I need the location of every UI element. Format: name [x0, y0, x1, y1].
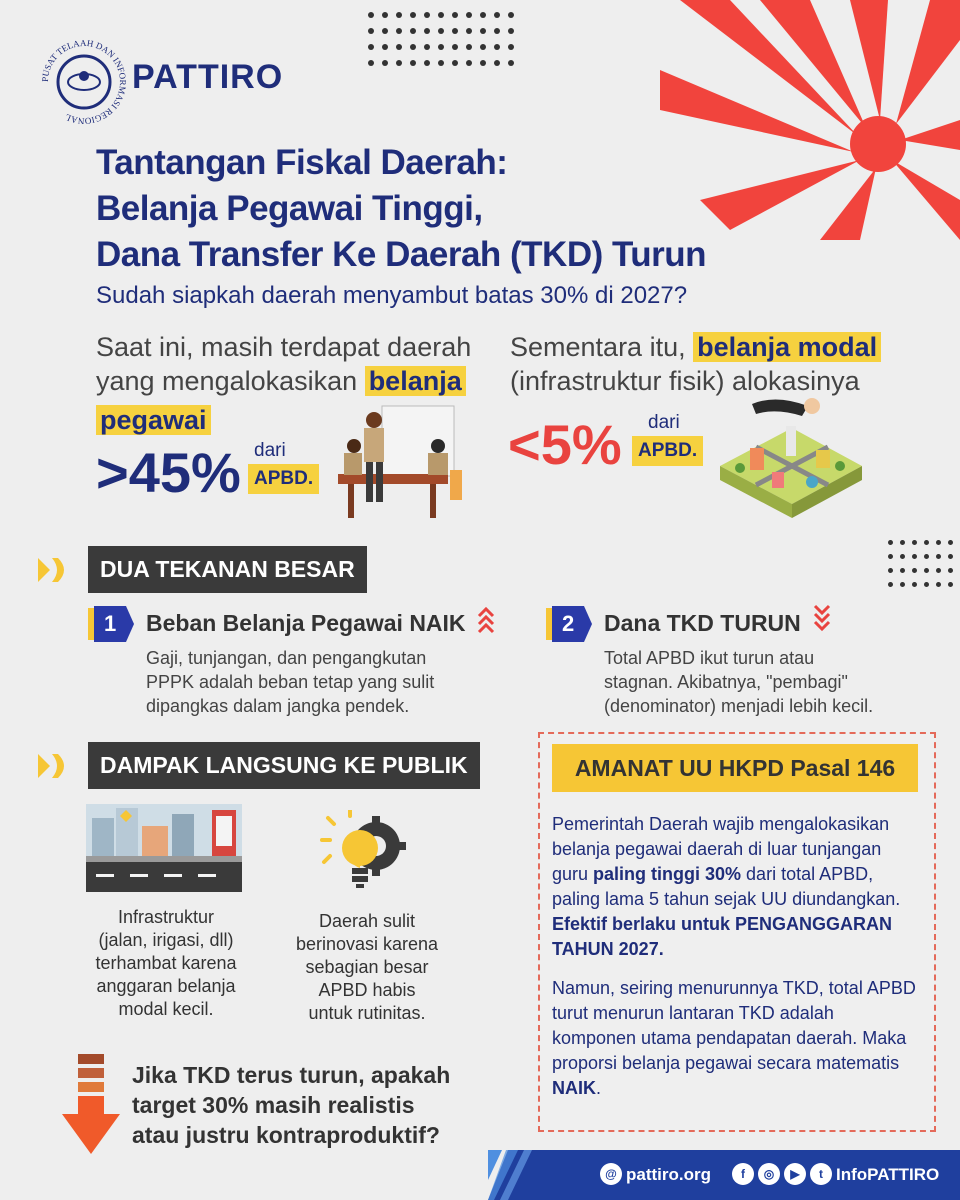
title-line-2: Belanja Pegawai Tinggi,: [96, 189, 483, 228]
right-stat-text-post: (infrastruktur fisik) alokasinya: [510, 366, 860, 396]
section-heading-dua-tekanan: DUA TEKANAN BESAR: [88, 546, 367, 593]
caption-inovasi: [282, 910, 452, 1025]
left-stat-dari: dari: [254, 440, 286, 461]
right-stat-dari: dari: [648, 412, 680, 433]
amanat-p1-a: Pemerintah Daerah wajib mengalokasikan belanja pegawai daerah di luar tunjangan guru: [552, 814, 890, 884]
item-1-description: [146, 646, 434, 718]
footer-website[interactable]: pattiro.org: [626, 1165, 711, 1184]
amanat-p1-b: paling tinggi 30%: [593, 864, 742, 884]
left-stat-highlight-1: belanja: [365, 366, 466, 396]
caption-line: terhambat karena: [95, 953, 237, 973]
item-1-desc-line: dipangkas dalam jangka pendek.: [146, 696, 410, 716]
chevrons-up-icon: [476, 604, 496, 636]
item-2-description: [604, 646, 873, 718]
right-stat-value: <5%: [508, 413, 622, 476]
left-stat-apbd: APBD.: [248, 464, 319, 494]
caption-line: Daerah sulit: [318, 911, 416, 931]
youtube-icon[interactable]: ▶: [784, 1163, 806, 1185]
chevrons-down-icon: [812, 602, 832, 634]
closing-question: [132, 1060, 492, 1150]
decor-dots-top: [368, 12, 514, 66]
item-2-title: Dana TKD TURUN: [604, 610, 801, 636]
pattiro-logo-emblem: [38, 36, 130, 128]
caption-line: Infrastruktur: [117, 907, 215, 927]
lightbulb-gear-icon: [320, 810, 408, 900]
left-stat-highlight-2: pegawai: [96, 405, 211, 435]
meeting-illustration: [334, 400, 464, 522]
caption-infrastruktur: [76, 906, 256, 1021]
globe-icon: @: [600, 1163, 622, 1185]
caption-line: APBD habis: [318, 980, 416, 1000]
item-1-desc-line: PPPK adalah beban tetap yang sulit: [146, 672, 435, 692]
question-line: target 30% masih realistis: [132, 1092, 415, 1118]
item-1-title: Beban Belanja Pegawai NAIK: [146, 610, 466, 636]
city-map-illustration: [716, 392, 866, 534]
caption-line: berinovasi karena: [295, 934, 439, 954]
item-2-desc-line: stagnan. Akibatnya, "pembagi": [604, 672, 848, 692]
svg-text:PUSAT TELAAH DAN INFORMASI REG: [40, 38, 128, 126]
section-arrow-icon: [38, 556, 72, 584]
amanat-box-text: [552, 812, 922, 1101]
caption-line: anggaran belanja: [96, 976, 236, 996]
caption-line: untuk rutinitas.: [308, 1003, 426, 1023]
item-2-desc-line: (denominator) menjadi lebih kecil.: [604, 696, 874, 716]
instagram-icon[interactable]: ◎: [758, 1163, 780, 1185]
page-title: [96, 140, 706, 278]
caption-line: modal kecil.: [118, 999, 214, 1019]
facebook-icon[interactable]: f: [732, 1163, 754, 1185]
amanat-p2-c: .: [596, 1078, 602, 1098]
amanat-paragraph-1: [552, 812, 922, 962]
amanat-p1-d: Efektif berlaku untuk PENGANGGARAN TAHUN 2027.: [552, 914, 893, 959]
title-line-3: Dana Transfer Ke Daerah (TKD) Turun: [96, 235, 707, 274]
number-badge-1-label: 1: [104, 611, 117, 636]
caption-line: sebagian besar: [305, 957, 429, 977]
question-line: Jika TKD terus turun, apakah: [132, 1062, 451, 1088]
right-stat-highlight: belanja modal: [693, 332, 881, 362]
footer-handle[interactable]: InfoPATTIRO: [836, 1165, 940, 1184]
twitter-icon[interactable]: t: [810, 1163, 832, 1185]
number-badge-2-label: 2: [562, 611, 575, 636]
left-stat-text-pre: Saat ini, masih terdapat daerah yang mengalokasikan: [96, 332, 472, 396]
brand-name: PATTIRO: [132, 58, 284, 96]
left-stat-value: >45%: [96, 441, 241, 504]
decor-dots-right: [888, 540, 953, 587]
amanat-paragraph-2: [552, 976, 922, 1101]
street-illustration: [86, 804, 242, 892]
down-arrow-icon: [62, 1054, 120, 1156]
right-stat-text: [510, 330, 930, 398]
title-line-1: Tantangan Fiskal Daerah:: [96, 143, 508, 182]
amanat-p2-a: Namun, seiring menurunnya TKD, total APBD turut menurun lantaran TKD adalah komponen utama pendapatan daerah. Maka proporsi belanja pegawai secara matematis: [552, 978, 916, 1073]
right-stat-apbd: APBD.: [632, 436, 703, 466]
logo-ring-text: PUSAT TELAAH DAN INFORMASI REGIONAL: [39, 37, 129, 127]
page-subtitle: Sudah siapkah daerah menyambut batas 30% di 2027?: [96, 282, 688, 309]
item-2-desc-line: Total APBD ikut turun atau: [604, 648, 815, 668]
right-stat-text-pre: Sementara itu,: [510, 332, 686, 362]
item-1-desc-line: Gaji, tunjangan, dan pengangkutan: [146, 648, 427, 668]
amanat-box-heading: AMANAT UU HKPD Pasal 146: [552, 744, 918, 792]
section-heading-dampak: DAMPAK LANGSUNG KE PUBLIK: [88, 742, 480, 789]
caption-line: (jalan, irigasi, dll): [98, 930, 234, 950]
amanat-p2-b: NAIK: [552, 1078, 596, 1098]
amanat-p1-c: dari total APBD, paling lama 5 tahun sejak UU diundangkan.: [552, 864, 901, 909]
question-line: atau justru kontraproduktif?: [132, 1122, 440, 1148]
section-arrow-icon: [38, 752, 72, 780]
